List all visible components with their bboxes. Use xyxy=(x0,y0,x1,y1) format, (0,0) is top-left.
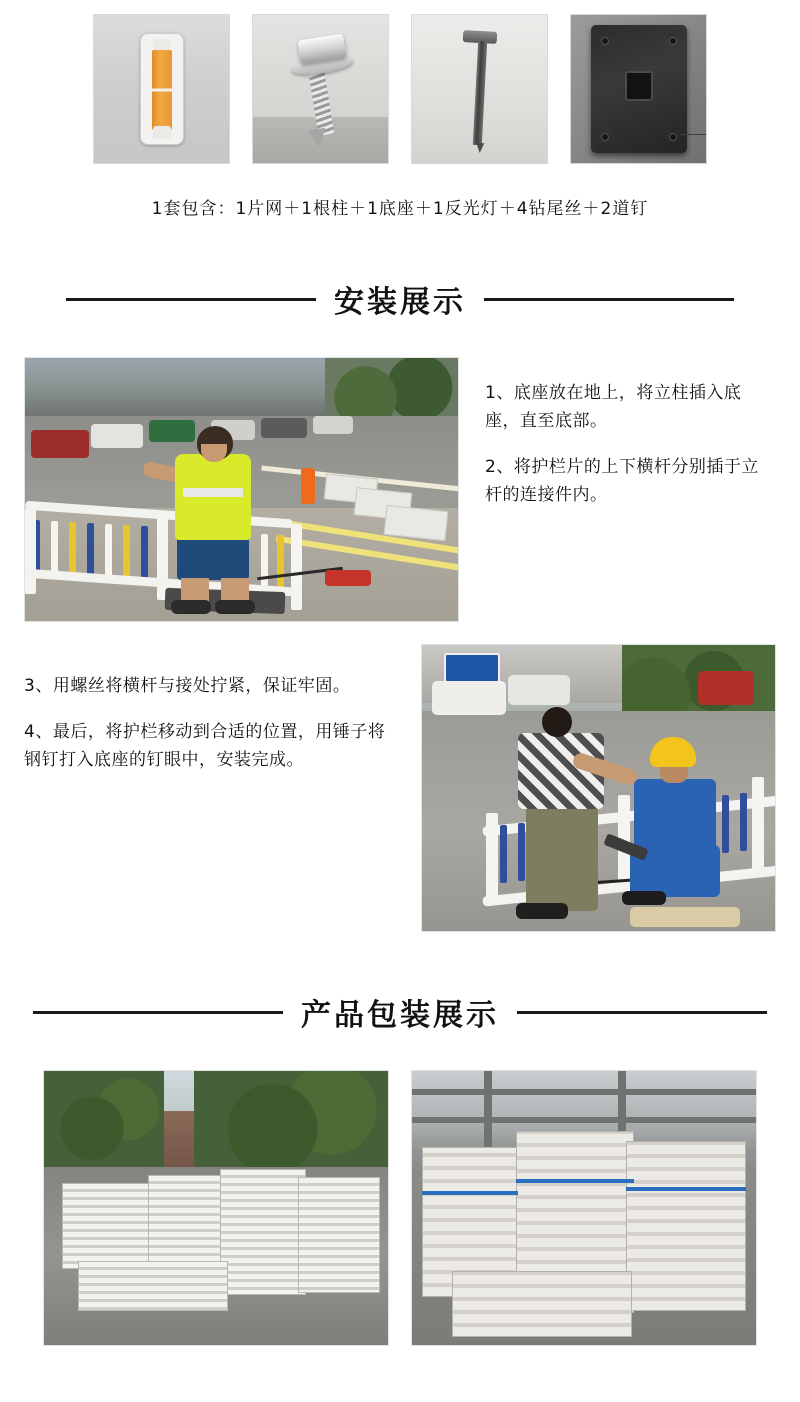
part-card-base xyxy=(570,14,707,164)
photo-panel-stack xyxy=(78,1261,228,1311)
photo-wrapped-bundle xyxy=(626,1141,746,1311)
nail-point xyxy=(475,143,484,153)
photo-car xyxy=(313,416,353,434)
install-step-2: 2、将护栏片的上下横杆分别插于立杆的连接件内。 xyxy=(485,457,759,505)
photo-trees xyxy=(44,1071,164,1167)
photo-roof-beam xyxy=(412,1117,756,1123)
photo-truck xyxy=(698,671,754,705)
install-steps-right xyxy=(485,357,776,527)
photo-road-sign xyxy=(444,653,500,683)
photo-car xyxy=(261,418,307,438)
base-bolt-hole xyxy=(669,133,677,141)
photo-wrapped-bundle xyxy=(452,1271,632,1337)
photo-strap xyxy=(422,1191,518,1195)
heading-rule-left xyxy=(33,1011,283,1014)
photo-rail-bar xyxy=(261,534,268,592)
nail-shaft xyxy=(472,41,486,145)
install-step-4: 4、最后，将护栏移动到合适的位置，用锤子将钢钉打入底座的钉眼中，安装完成。 xyxy=(24,722,386,770)
base-block xyxy=(591,25,687,153)
section-title-install: 安装展示 xyxy=(334,285,466,320)
heading-rule-right xyxy=(517,1011,767,1014)
photo-panel xyxy=(384,505,449,541)
photo-panel-stack xyxy=(298,1177,380,1293)
section-heading-packaging xyxy=(0,990,800,1034)
packaging-photo-outdoor xyxy=(43,1070,389,1346)
section-title-packaging: 产品包装展示 xyxy=(301,998,499,1033)
heading-rule-left xyxy=(66,298,316,301)
photo-trees xyxy=(194,1071,389,1167)
part-card-reflector xyxy=(93,14,230,164)
photo-panel-stack xyxy=(62,1183,154,1269)
photo-rail-bar xyxy=(500,825,507,883)
photo-traffic-cone xyxy=(301,468,315,504)
install-row-top xyxy=(24,357,776,622)
reflector-face xyxy=(152,50,172,130)
photo-car xyxy=(31,430,89,458)
base-wire xyxy=(680,134,706,135)
photo-rail-bar xyxy=(722,795,729,853)
install-step-3: 3、用螺丝将横杆与接处拧紧，保证牢固。 xyxy=(24,676,351,696)
install-photo-street xyxy=(24,357,459,622)
photo-worker-shoe xyxy=(622,891,666,905)
photo-rail-post xyxy=(752,777,764,869)
photo-worker-uniform xyxy=(634,779,716,853)
photo-worker-head xyxy=(542,707,572,737)
photo-car xyxy=(508,675,570,705)
photo-trees xyxy=(325,358,459,424)
photo-rail-bar xyxy=(518,823,525,881)
packaging-section xyxy=(0,1034,800,1346)
photo-worker-shorts xyxy=(177,534,249,580)
reflector-icon xyxy=(94,15,229,163)
section-heading-install xyxy=(0,277,800,321)
screw-tip xyxy=(308,128,329,149)
photo-sack xyxy=(630,907,740,927)
photo-rail-bar xyxy=(123,525,130,583)
photo-rail-bar xyxy=(277,535,284,593)
parts-strip xyxy=(0,0,800,164)
photo-strap xyxy=(516,1179,634,1183)
part-card-screw xyxy=(252,14,389,164)
photo-worker-leg xyxy=(526,803,598,911)
base-socket xyxy=(625,71,653,101)
heading-rule-right xyxy=(484,298,734,301)
base-bolt-hole xyxy=(669,37,677,45)
photo-rail-post xyxy=(486,813,498,905)
install-section xyxy=(0,321,800,932)
photo-power-tool xyxy=(325,570,371,586)
photo-car xyxy=(91,424,143,448)
screw-icon xyxy=(253,15,388,163)
photo-rail-bar xyxy=(740,793,747,851)
nail-icon xyxy=(412,15,547,163)
photo-worker-shoe xyxy=(516,903,568,919)
photo-worker-vest xyxy=(175,454,251,540)
reflector-body xyxy=(140,33,184,145)
install-steps-left xyxy=(24,644,399,792)
photo-worker-shoe xyxy=(171,600,211,614)
part-card-nail xyxy=(411,14,548,164)
base-icon xyxy=(571,15,706,163)
base-bolt-hole xyxy=(601,37,609,45)
photo-car xyxy=(149,420,195,442)
photo-worker-shoe xyxy=(215,600,255,614)
reflector-divider xyxy=(152,89,172,92)
photo-panel-stack xyxy=(220,1169,306,1295)
photo-vest-stripe xyxy=(183,488,243,497)
install-photo-workers xyxy=(421,644,776,932)
base-bolt-hole xyxy=(601,133,609,141)
photo-rail-post xyxy=(25,508,36,594)
photo-rail-post xyxy=(291,524,302,610)
photo-car xyxy=(432,681,506,715)
photo-strap xyxy=(626,1187,746,1191)
install-row-bottom xyxy=(24,644,776,932)
install-step-1: 1、底座放在地上，将立柱插入底座，直至底部。 xyxy=(485,383,742,431)
set-contents-caption: 1套包含：1片网＋1根柱＋1底座＋1反光灯＋4钻尾丝＋2道钉 xyxy=(151,199,649,219)
photo-roof-beam xyxy=(412,1089,756,1095)
photo-rail-bar xyxy=(141,526,148,584)
packaging-photo-warehouse xyxy=(411,1070,757,1346)
